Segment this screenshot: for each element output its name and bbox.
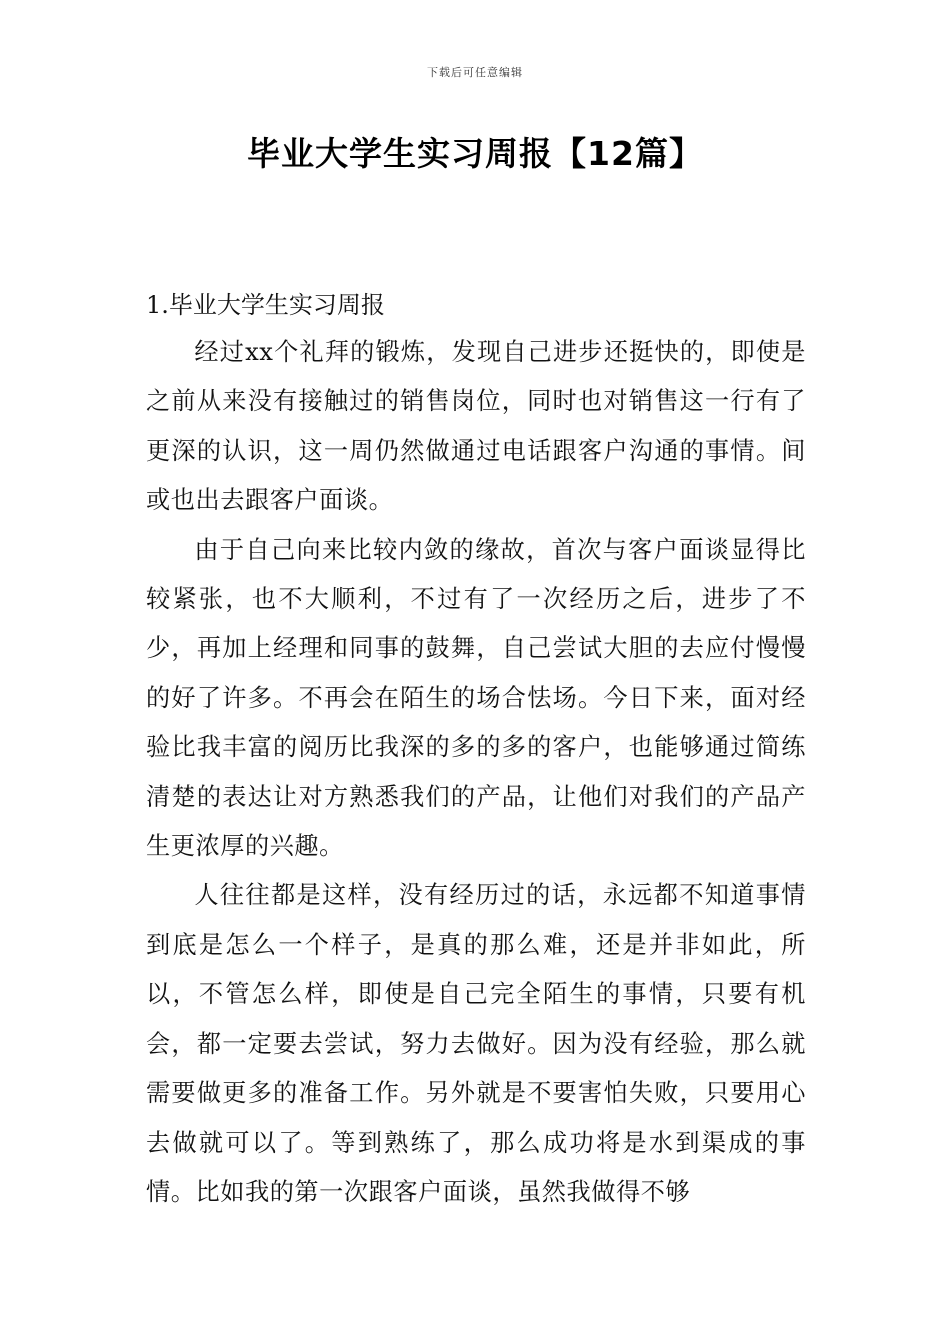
paragraph-3: 人往往都是这样，没有经历过的话，永远都不知道事情到底是怎么一个样子，是真的那么难，还是并非如此，所以，不管怎么样，即使是自己完全陌生的事情，只要有机会，都一定要去尝试，努力去做好。因为没有经验，那么就需要做更多的准备工作。另外就是不要害怕失败，只要用心去做就可以了。等到熟练了，那么成功将是水到渠成的事情。比如我的第一次跟客户面谈，虽然我做得不够 (146, 881, 806, 1206)
paragraph-1: 经过xx个礼拜的锻炼，发现自己进步还挺快的，即使是之前从来没有接触过的销售岗位，同时也对销售这一行有了更深的认识，这一周仍然做通过电话跟客户沟通的事情。间或也出去跟客户面谈。 (146, 338, 806, 515)
document-body (146, 328, 806, 1217)
header-note: 下载后可任意编辑 (427, 66, 523, 79)
section-heading: 1.毕业大学生实习周报 (146, 291, 385, 319)
document-title: 毕业大学生实习周报【12篇】 (247, 134, 703, 173)
paragraph-2: 由于自己向来比较内敛的缘故，首次与客户面谈显得比较紧张，也不大顺利，不过有了一次经历之后，进步了不少，再加上经理和同事的鼓舞，自己尝试大胆的去应付慢慢的好了许多。不再会在陌生的场合怯场。今日下来，面对经验比我丰富的阅历比我深的多的多的客户，也能够通过简练清楚的表达让对方熟悉我们的产品，让他们对我们的产品产生更浓厚的兴趣。 (146, 535, 806, 861)
